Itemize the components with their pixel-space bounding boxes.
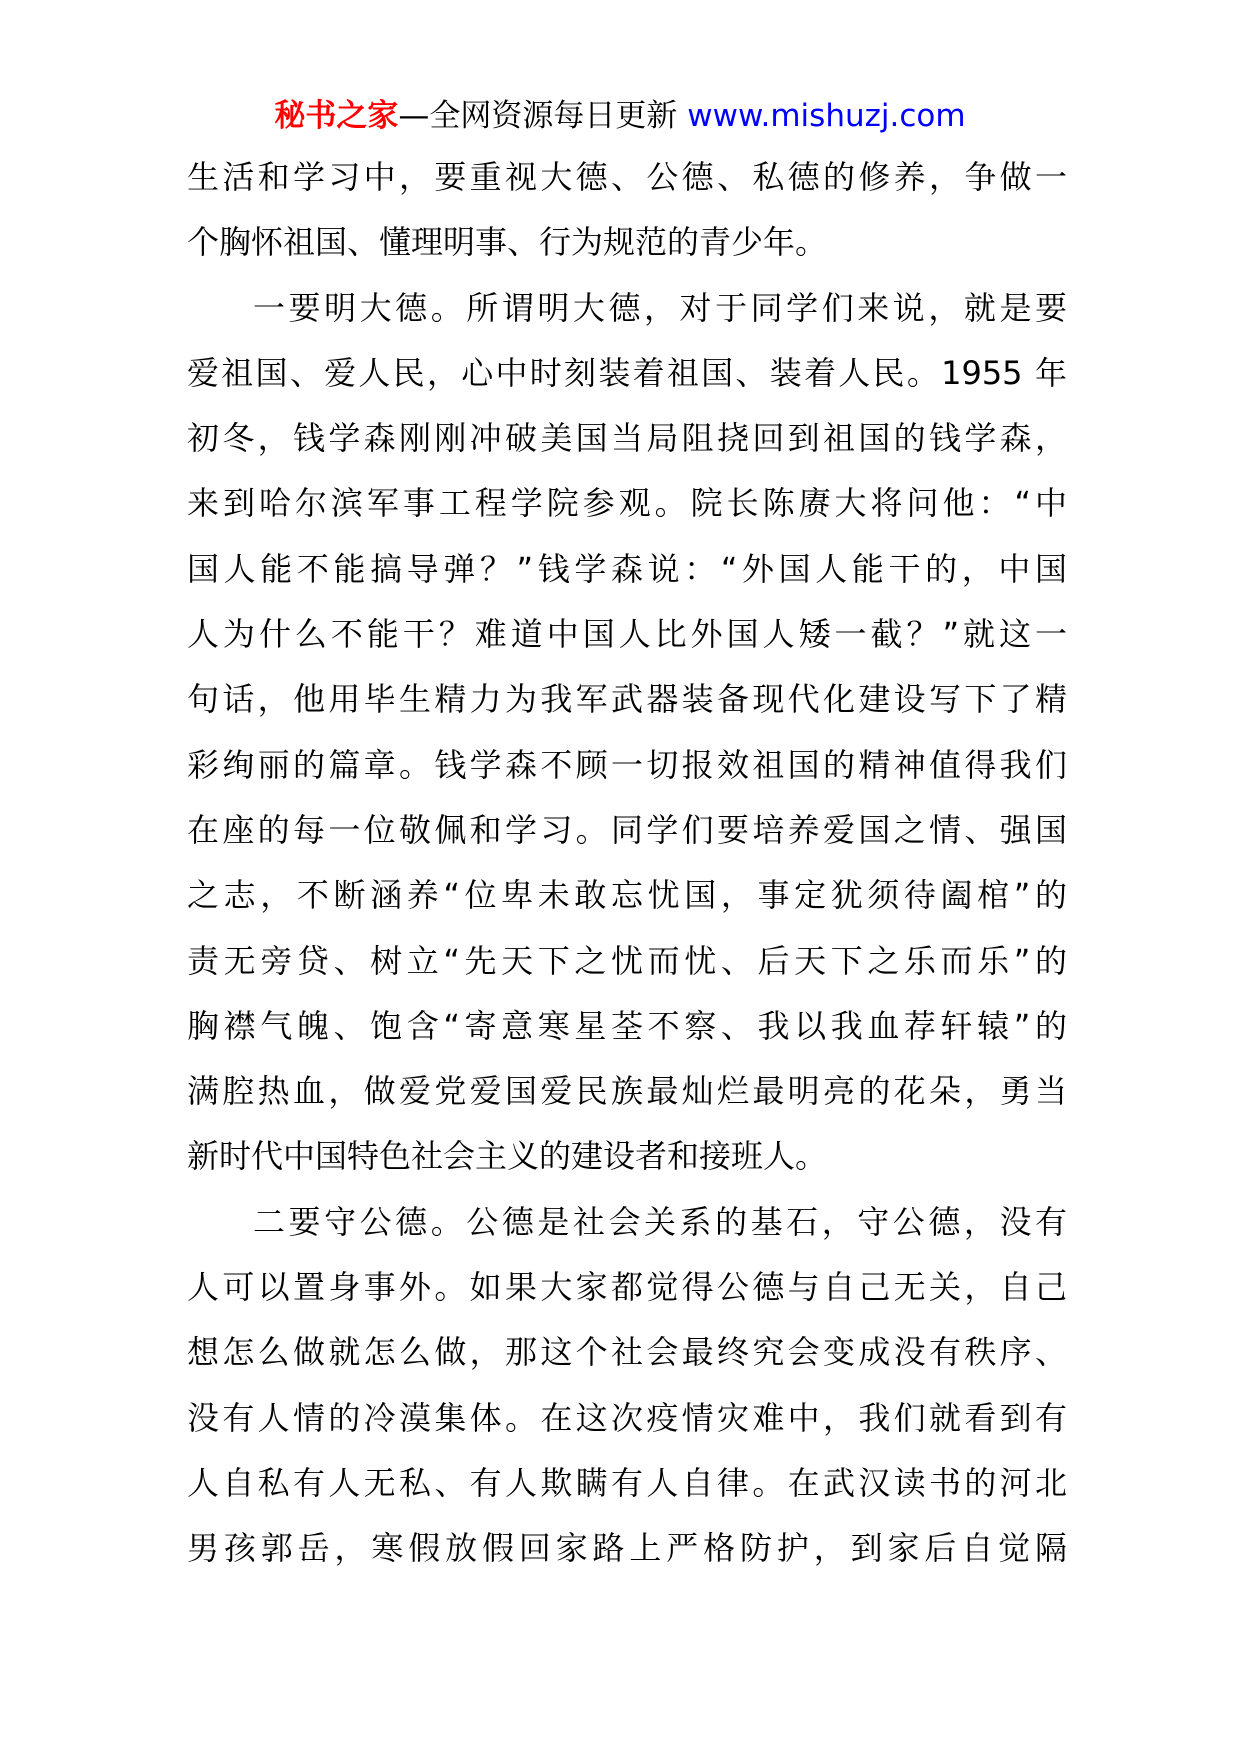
text-line: 爱祖国、爱人民，心中时刻装着祖国、装着人民。1955 年 — [187, 353, 1067, 392]
text-line: 二要守公德。公德是社会关系的基石，守公德，没有 — [253, 1202, 1067, 1241]
text-line: 责无旁贷、树立“先天下之忧而忧、后天下之乐而乐”的 — [187, 941, 1067, 980]
text-line: 胸襟气魄、饱含“寄意寒星荃不察、我以我血荐轩辕”的 — [187, 1006, 1067, 1045]
text-line: 人为什么不能干？难道中国人比外国人矮一截？”就这一 — [187, 615, 1067, 654]
text-line: 国人能不能搞导弹？”钱学森说：“外国人能干的，中国 — [187, 549, 1067, 588]
document-body — [187, 145, 1067, 1582]
site-url-link[interactable]: www.mishuzj.com — [687, 98, 966, 134]
site-brand: 秘书之家 — [274, 98, 399, 134]
paragraph — [187, 276, 1067, 1190]
text-line: 句话，他用毕生精力为我军武器装备现代化建设写下了精 — [187, 680, 1067, 719]
text-line: 生活和学习中，要重视大德、公德、私德的修养，争做一 — [187, 158, 1067, 196]
text-line: 新时代中国特色社会主义的建设者和接班人。 — [187, 1137, 828, 1176]
text-line: 之志，不断涵养“位卑未敢忘忧国，事定犹须待阖棺”的 — [187, 876, 1067, 915]
text-line: 来到哈尔滨军事工程学院参观。院长陈赓大将问他：“中 — [187, 484, 1067, 523]
paragraph — [187, 145, 1067, 276]
text-line: 男孩郭岳，寒假放假回家路上严格防护，到家后自觉隔 — [187, 1529, 1067, 1568]
text-line: 个胸怀祖国、懂理明事、行为规范的青少年。 — [187, 223, 828, 262]
text-line: 人可以置身事外。如果大家都觉得公德与自己无关，自己 — [187, 1268, 1067, 1307]
text-line: 一要明大德。所谓明大德，对于同学们来说，就是要 — [253, 288, 1067, 327]
text-line: 人自私有人无私、有人欺瞒有人自律。在武汉读书的河北 — [187, 1463, 1067, 1502]
text-line: 想怎么做就怎么做，那这个社会最终究会变成没有秩序、 — [187, 1333, 1067, 1372]
site-header — [0, 96, 1240, 136]
text-line: 彩绚丽的篇章。钱学森不顾一切报效祖国的精神值得我们 — [187, 745, 1067, 784]
site-tagline: —全网资源每日更新 — [398, 98, 678, 134]
text-line: 在座的每一位敬佩和学习。同学们要培养爱国之情、强国 — [187, 810, 1067, 849]
text-line: 初冬，钱学森刚刚冲破美国当局阻挠回到祖国的钱学森， — [187, 419, 1067, 458]
text-line: 满腔热血，做爱党爱国爱民族最灿烂最明亮的花朵，勇当 — [187, 1072, 1067, 1111]
paragraph — [187, 1190, 1067, 1582]
text-line: 没有人情的冷漠集体。在这次疫情灾难中，我们就看到有 — [187, 1398, 1067, 1437]
